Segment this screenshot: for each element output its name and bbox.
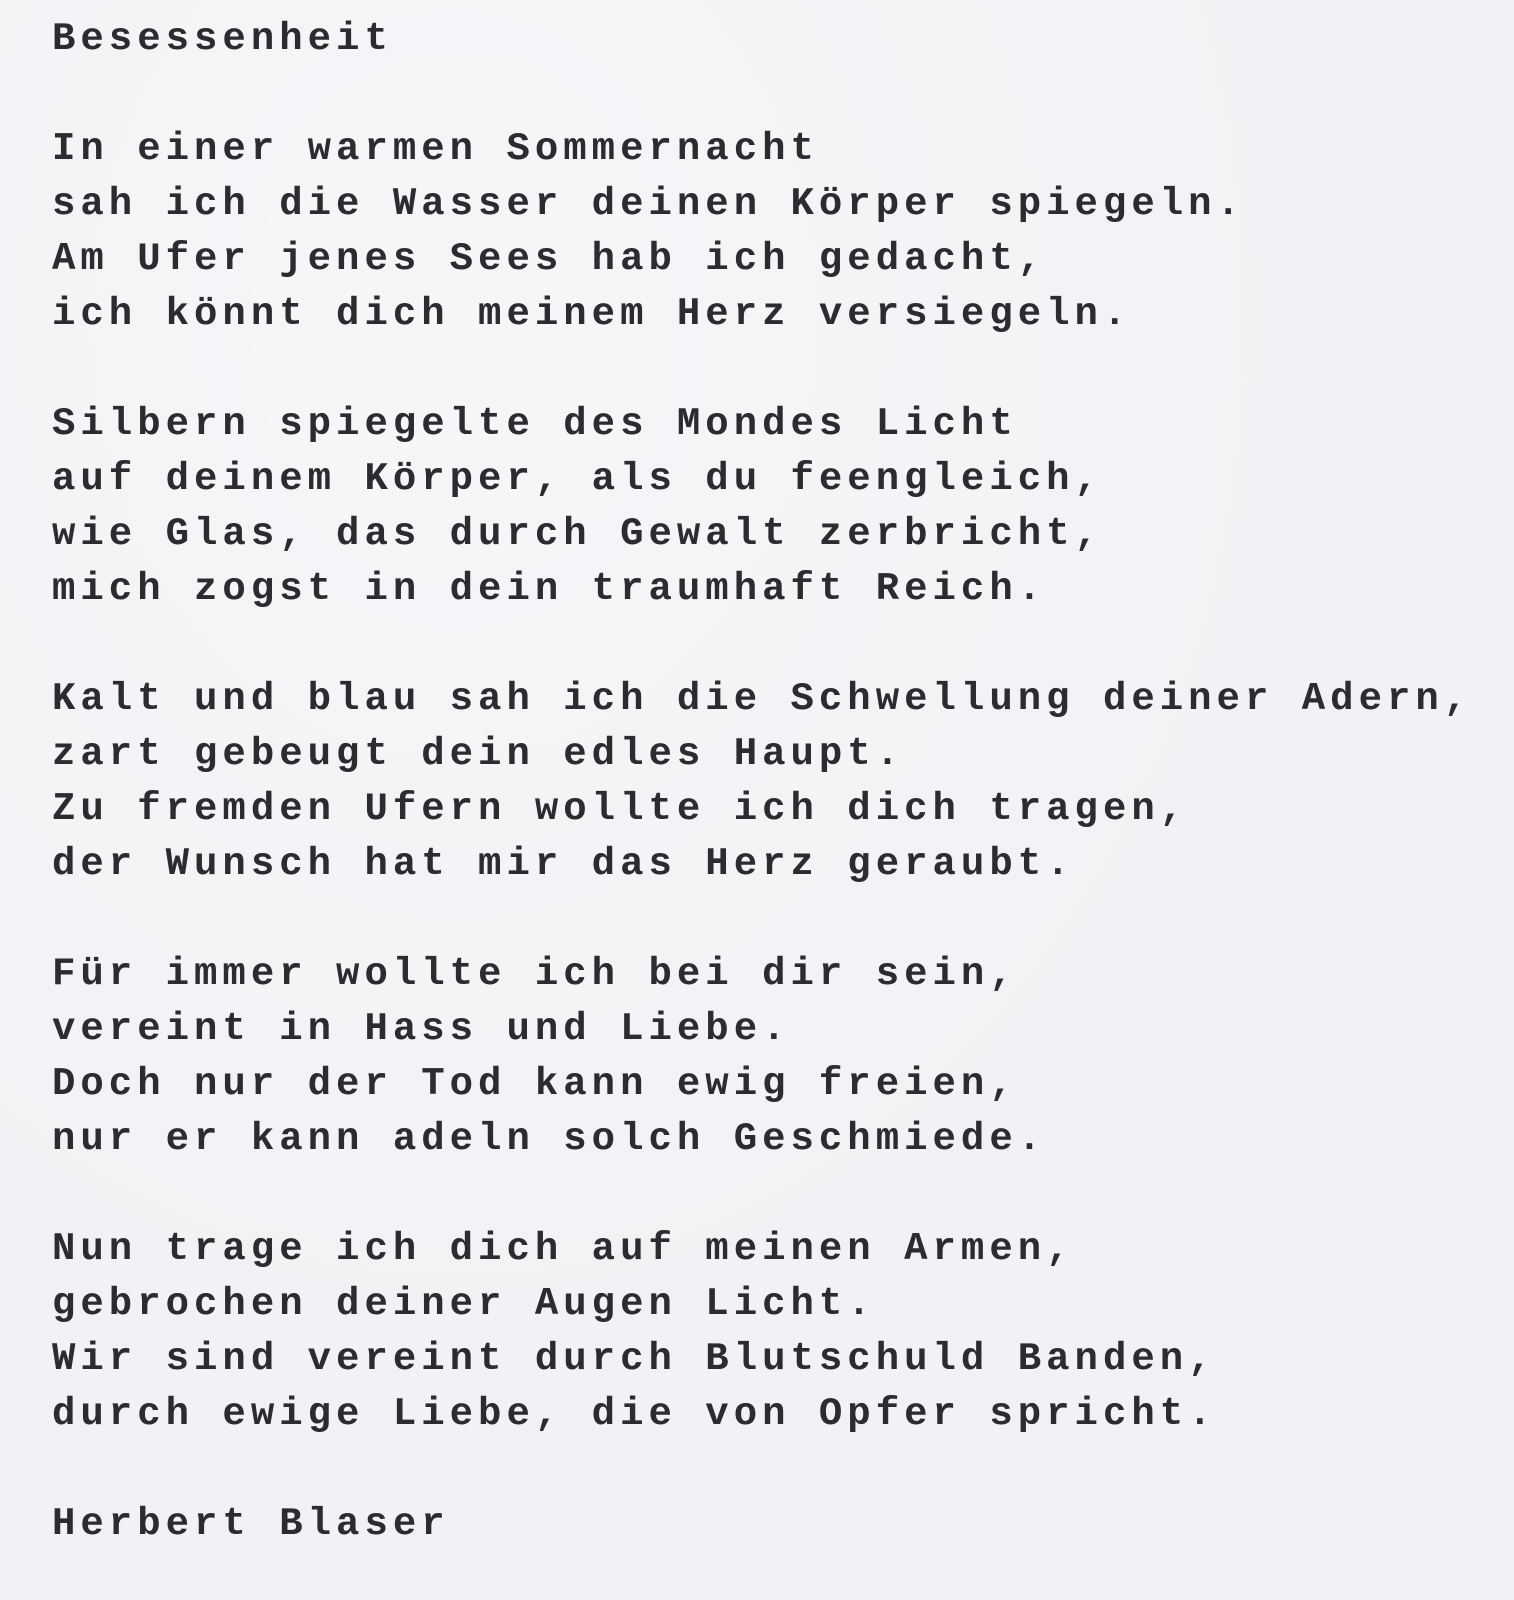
poem-line: Am Ufer jenes Sees hab ich gedacht, bbox=[52, 237, 1047, 281]
poem-line: Doch nur der Tod kann ewig freien, bbox=[52, 1062, 1018, 1106]
poem-line: Wir sind vereint durch Blutschuld Banden, bbox=[52, 1337, 1217, 1381]
poem-line: vereint in Hass und Liebe. bbox=[52, 1007, 791, 1051]
poem-line: Zu fremden Ufern wollte ich dich tragen, bbox=[52, 787, 1189, 831]
poem-title: Besessenheit bbox=[52, 17, 393, 61]
poem-line: sah ich die Wasser deinen Körper spiegeln. bbox=[52, 182, 1245, 226]
poem-author: Herbert Blaser bbox=[52, 1502, 450, 1546]
poem-line: auf deinem Körper, als du feengleich, bbox=[52, 457, 1103, 501]
poem-line: In einer warmen Sommernacht bbox=[52, 127, 819, 171]
poem-line: gebrochen deiner Augen Licht. bbox=[52, 1282, 876, 1326]
poem-line: Silbern spiegelte des Mondes Licht bbox=[52, 402, 1018, 446]
poem-line: mich zogst in dein traumhaft Reich. bbox=[52, 567, 1047, 611]
poem-line: durch ewige Liebe, die von Opfer spricht. bbox=[52, 1392, 1217, 1436]
poem-line: zart gebeugt dein edles Haupt. bbox=[52, 732, 905, 776]
stanza-4 bbox=[52, 947, 1514, 1167]
stanza-5 bbox=[52, 1222, 1514, 1442]
poem-line: Kalt und blau sah ich die Schwellung deiner Adern, bbox=[52, 677, 1473, 721]
poem-line: wie Glas, das durch Gewalt zerbricht, bbox=[52, 512, 1103, 556]
poem-line: Nun trage ich dich auf meinen Armen, bbox=[52, 1227, 1075, 1271]
stanza-2 bbox=[52, 397, 1514, 617]
poem-line: nur er kann adeln solch Geschmiede. bbox=[52, 1117, 1047, 1161]
stanza-1 bbox=[52, 122, 1514, 342]
poem-line: der Wunsch hat mir das Herz geraubt. bbox=[52, 842, 1075, 886]
poem-line: ich könnt dich meinem Herz versiegeln. bbox=[52, 292, 1132, 336]
poem-line: Für immer wollte ich bei dir sein, bbox=[52, 952, 1018, 996]
stanza-3 bbox=[52, 672, 1514, 892]
